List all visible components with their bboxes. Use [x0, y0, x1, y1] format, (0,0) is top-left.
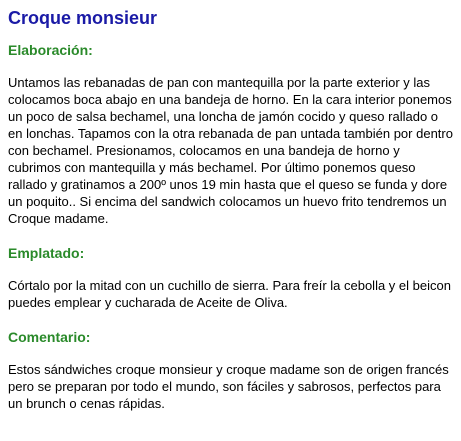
section-heading: Comentario: — [8, 329, 91, 345]
section-heading: Emplatado: — [8, 245, 85, 261]
section-body: Córtalo por la mitad con un cuchillo de sierra. Para freír la cebolla y el beicon puedes emplear y cucharada de Aceite de Oliva. — [8, 278, 451, 310]
section-body: Estos sándwiches croque monsieur y croque madame son de origen francés pero se preparan por todo el mundo, son fáciles y sabrosos, perfectos para un brunch o cenas rápidas. — [8, 362, 449, 411]
section-emplatado — [8, 244, 454, 311]
section-body: Untamos las rebanadas de pan con mantequilla por la parte exterior y las colocamos boca abajo en una bandeja de horno. En la cara interior ponemos un poco de salsa bechamel, una loncha de jamón cocido y queso rallado o en lonchas. Tapamos con la otra rebanada de pan untada también por dentro con bechamel. Presionamos, colocamos en una bandeja de horno y cubrimos con mantequilla y más bechamel. Por último ponemos queso rallado y gratinamos a 200º unos 19 min hasta que el queso se funda y dore un poquito.. Si encima del sandwich colocamos un huevo frito tendremos un Croque madame. — [8, 75, 453, 226]
section-comentario — [8, 328, 454, 412]
recipe-title: Croque monsieur — [8, 8, 158, 28]
section-elaboracion — [8, 41, 454, 227]
section-heading: Elaboración: — [8, 42, 93, 58]
